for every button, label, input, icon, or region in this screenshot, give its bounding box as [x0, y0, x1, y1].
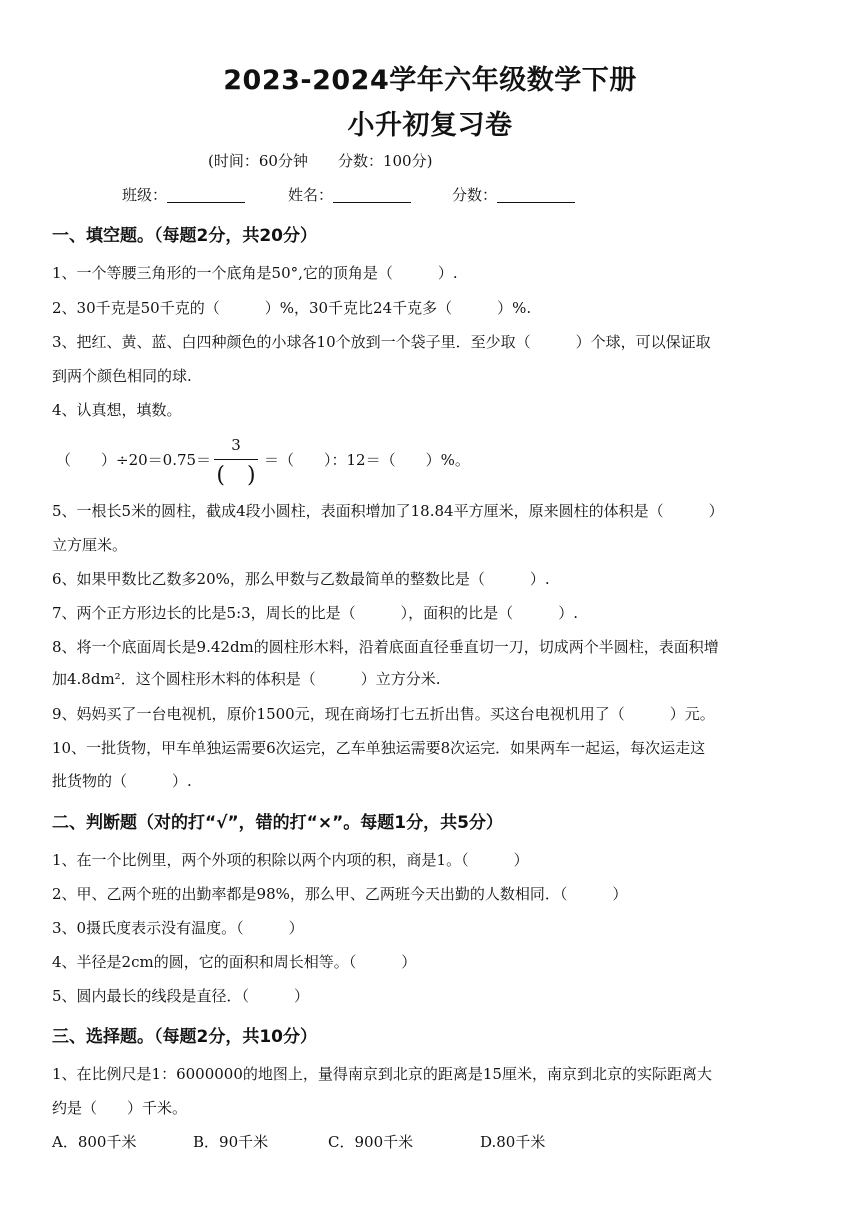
class-label: 班级： [122, 186, 168, 204]
section-fill-in-heading: 一、填空题。（每题2分，共20分） [52, 226, 317, 246]
equation-left: （ ）÷20＝0.75＝ [56, 451, 212, 469]
fraction-numerator: 3 [231, 436, 241, 454]
question-line: 1、一个等腰三角形的一个底角是50°,它的顶角是（ ）. [52, 264, 458, 282]
question-line: 6、如果甲数比乙数多20%，那么甲数与乙数最简单的整数比是（ ）. [52, 570, 550, 588]
question-line: 立方厘米。 [52, 536, 128, 554]
question-line: 5、一根长5米的圆柱，截成4段小圆柱，表面积增加了18.84平方厘米，原来圆柱的体积是（ ） [52, 502, 724, 520]
option-b[interactable]: B．90千米 [193, 1133, 269, 1151]
name-label: 姓名： [288, 186, 334, 204]
score-field [452, 184, 575, 205]
fraction-denominator: ( ) [216, 463, 256, 488]
name-field [288, 184, 411, 205]
question-line: 4、半径是2cm的圆，它的面积和周长相等。（ ） [52, 953, 417, 971]
time-info: (时间：60分钟 分数：100分) [208, 152, 433, 170]
question-line: 8、将一个底面周长是9.42dm的圆柱形木料，沿着底面直径垂直切一刀，切成两个半圆柱，表面积增 [52, 638, 719, 656]
class-blank[interactable] [167, 186, 245, 203]
equation-fraction [212, 436, 260, 488]
question-line: 2、甲、乙两个班的出勤率都是98%，那么甲、乙两班今天出勤的人数相同．（ ） [52, 885, 628, 903]
question-line: 约是（ ）千米。 [52, 1099, 188, 1117]
question-line: 3、把红、黄、蓝、白四种颜色的小球各10个放到一个袋子里．至少取（ ）个球，可以保证取 [52, 333, 711, 351]
section-true-false-heading: 二、判断题（对的打“√”，错的打“×”。每题1分，共5分） [52, 813, 503, 833]
section-multiple-choice-heading: 三、选择题。（每题2分，共10分） [52, 1027, 317, 1047]
question-line: 10、一批货物，甲车单独运需要6次运完，乙车单独运需要8次运完．如果两车一起运，每次运走这 [52, 739, 706, 757]
question-line: 3、0摄氏度表示没有温度。（ ） [52, 919, 304, 937]
score-label: 分数： [452, 186, 498, 204]
page-subtitle: 小升初复习卷 [347, 110, 513, 141]
name-blank[interactable] [333, 186, 411, 203]
option-c[interactable]: C．900千米 [328, 1133, 414, 1151]
question-line: 1、在一个比例里，两个外项的积除以两个内项的积，商是1。（ ） [52, 851, 529, 869]
page-title: 2023-2024学年六年级数学下册 [223, 65, 637, 96]
question-line: 1、在比例尺是1：6000000的地图上，量得南京到北京的距离是15厘米，南京到北京的实际距离大 [52, 1065, 712, 1083]
question-line: 到两个颜色相同的球. [52, 367, 192, 385]
option-a[interactable]: A．800千米 [52, 1133, 137, 1151]
question-line: 4、认真想，填数。 [52, 401, 182, 419]
class-field [122, 184, 245, 205]
equation-right: ＝（ ）：12＝（ ）%。 [264, 451, 470, 469]
question-line: 加4.8dm²．这个圆柱形木料的体积是（ ）立方分米. [52, 670, 441, 688]
question-line: 批货物的（ ）. [52, 772, 192, 790]
score-blank[interactable] [497, 186, 575, 203]
option-d[interactable]: D.80千米 [480, 1133, 546, 1151]
question-line: 7、两个正方形边长的比是5:3，周长的比是（ ），面积的比是（ ）. [52, 604, 578, 622]
question-line: 9、妈妈买了一台电视机，原价1500元，现在商场打七五折出售。买这台电视机用了（ ）元。 [52, 705, 715, 723]
question-line: 2、30千克是50千克的（ ）%，30千克比24千克多（ ）%. [52, 299, 532, 317]
question-line: 5、圆内最长的线段是直径．（ ） [52, 987, 310, 1005]
